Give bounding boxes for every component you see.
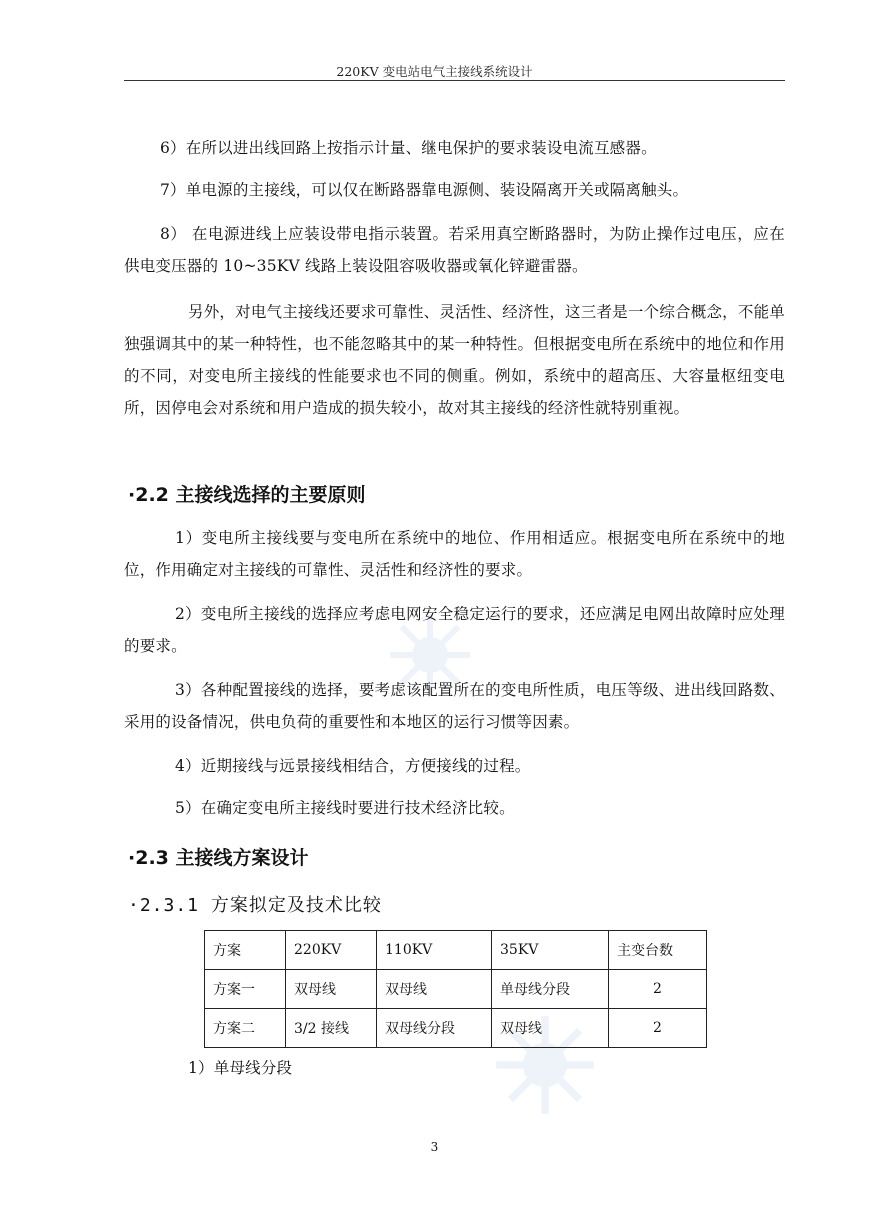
principle-item-1: 1）变电所主接线要与变电所在系统中的地位、作用相适应。根据变电所在系统中的地位，作用确定对主接线的可靠性、灵活性和经济性的要求。	[124, 529, 785, 579]
paragraph-additional: 另外，对电气主接线还要求可靠性、灵活性、经济性，这三者是一个综合概念，不能单独强调其中的某一种特性，也不能忽略其中的某一种特性。但根据变电所在系统中的地位和作用的不同，对变电所主接线的性能要求也不同的侧重。例如，系统中的超高压、大容量枢纽变电所，因停电会对系统和用户造成的损失较小，故对其主接线的经济性就特别重视。	[124, 303, 785, 417]
table-header-row	[205, 931, 707, 970]
principle-item-3: 3）各种配置接线的选择，要考虑该配置所在的变电所性质，电压等级、进出线回路数、采用的设备情况，供电负荷的重要性和本地区的运行习惯等因素。	[124, 681, 785, 731]
section-heading-2-3: ·2.3 主接线方案设计	[128, 847, 309, 869]
paragraph-item-6: 6）在所以进出线回路上按指示计量、继电保护的要求装设电流互感器。	[160, 139, 657, 157]
trailing-list-item: 1）单母线分段	[188, 1059, 293, 1077]
page-number: 3	[430, 1140, 439, 1154]
header-divider	[124, 80, 785, 81]
table-cell: 2	[609, 970, 707, 1009]
paragraph-item-8: 8） 在电源进线上应装设带电指示装置。若采用真空断路器时，为防止操作过电压，应在供电变压器的 10~35KV 线路上装设阻容吸收器或氧化锌避雷器。	[124, 225, 785, 275]
scheme-comparison-table	[204, 930, 707, 1048]
table-header-cell: 方案	[205, 931, 286, 970]
section-heading-2-2: ·2.2 主接线选择的主要原则	[128, 484, 366, 506]
table-cell: 单母线分段	[492, 970, 609, 1009]
table-cell: 2	[609, 1009, 707, 1048]
table-cell: 双母线	[492, 1009, 609, 1048]
table-cell: 3/2 接线	[286, 1009, 377, 1048]
running-header: 220KV 变电站电气主接线系统设计	[336, 64, 533, 79]
principle-item-4: 4）近期接线与远景接线相结合，方便接线的过程。	[175, 757, 531, 775]
table-cell: 双母线分段	[377, 1009, 492, 1048]
table-header-cell: 35KV	[492, 931, 609, 970]
table-header-cell: 220KV	[286, 931, 377, 970]
table-header-cell: 110KV	[377, 931, 492, 970]
paragraph-item-7: 7）单电源的主接线，可以仅在断路器靠电源侧、装设隔离开关或隔离触头。	[160, 181, 689, 199]
table-cell: 双母线	[286, 970, 377, 1009]
table-cell: 双母线	[377, 970, 492, 1009]
principle-item-2: 2）变电所主接线的选择应考虑电网安全稳定运行的要求，还应满足电网出故障时应处理的要求。	[124, 605, 785, 655]
table-row	[205, 1009, 707, 1048]
table-header-cell: 主变台数	[609, 931, 707, 970]
section-heading-2-3-1: ·2.3.1 方案拟定及技术比较	[128, 895, 382, 916]
table-row	[205, 970, 707, 1009]
table-cell: 方案二	[205, 1009, 286, 1048]
table-cell: 方案一	[205, 970, 286, 1009]
principle-item-5: 5）在确定变电所主接线时要进行技术经济比较。	[175, 799, 515, 817]
